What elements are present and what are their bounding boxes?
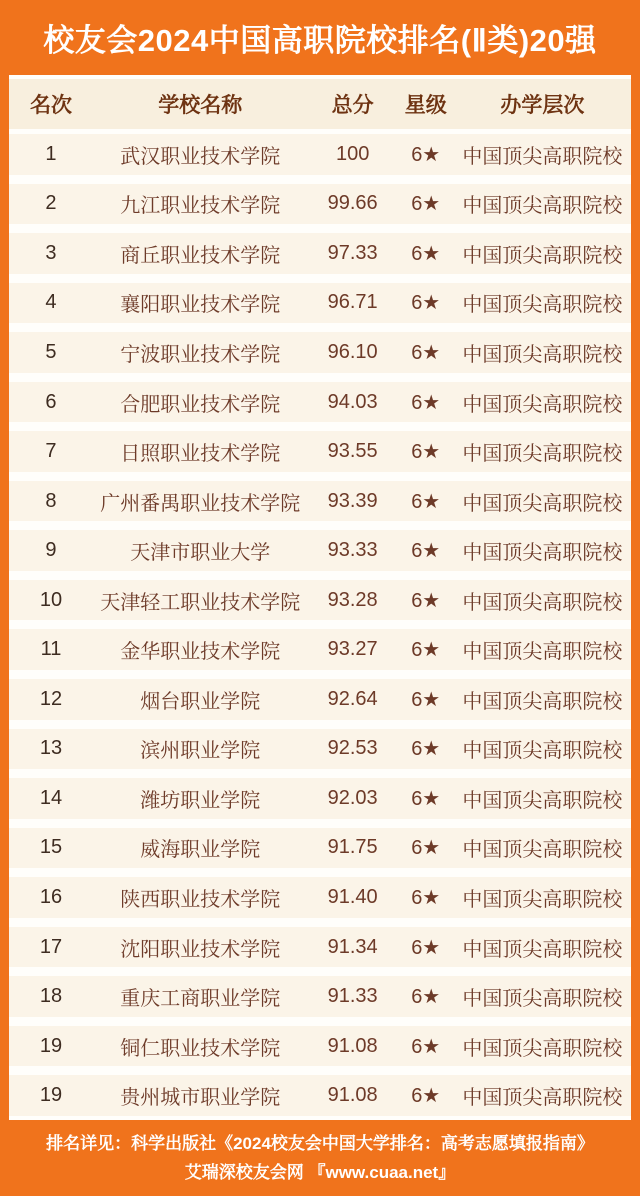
table-row	[9, 1021, 631, 1071]
cell-level: 中国顶尖高职院校	[462, 294, 623, 317]
table-row	[9, 724, 631, 774]
ranking-table	[9, 75, 631, 1120]
cell-star: 6★	[411, 738, 441, 761]
cell-score: 91.34	[327, 935, 378, 958]
cell-score: 97.33	[327, 241, 378, 264]
cell-star: 6★	[411, 787, 441, 810]
table-row	[9, 278, 631, 328]
cell-score: 91.40	[327, 885, 378, 908]
cell-level: 中国顶尖高职院校	[462, 542, 623, 565]
cell-score: 91.75	[327, 836, 378, 859]
cell-level: 中国顶尖高职院校	[462, 591, 623, 614]
cell-star: 6★	[411, 292, 441, 315]
cell-star: 6★	[411, 143, 441, 166]
table-row	[9, 228, 631, 278]
table-row	[9, 872, 631, 922]
table-row	[9, 773, 631, 823]
cell-score: 99.66	[327, 192, 378, 215]
cell-rank: 14	[39, 786, 63, 809]
cell-level: 中国顶尖高职院校	[462, 641, 623, 664]
table-row	[9, 476, 631, 526]
cell-level: 中国顶尖高职院校	[462, 393, 623, 416]
cell-star: 6★	[411, 242, 441, 265]
cell-star: 6★	[411, 639, 441, 662]
cell-school: 商丘职业技术学院	[120, 244, 281, 267]
cell-level: 中国顶尖高职院校	[462, 443, 623, 466]
column-header-score: 总分	[331, 94, 374, 117]
table-row	[9, 624, 631, 674]
cell-school: 金华职业技术学院	[120, 641, 281, 664]
cell-school: 铜仁职业技术学院	[120, 1037, 281, 1060]
cell-level: 中国顶尖高职院校	[462, 244, 623, 267]
cell-star: 6★	[411, 986, 441, 1009]
cell-star: 6★	[411, 391, 441, 414]
cell-star: 6★	[411, 886, 441, 909]
cell-score: 96.10	[327, 340, 378, 363]
cell-level: 中国顶尖高职院校	[462, 1037, 623, 1060]
cell-rank: 18	[39, 985, 63, 1008]
cell-score: 100	[335, 142, 370, 165]
cell-school: 贵州城市职业学院	[120, 1087, 281, 1110]
cell-school: 威海职业学院	[140, 839, 261, 862]
column-header-star: 星级	[404, 94, 447, 117]
footer-website-line: 艾瑞深校友会网 『www.cuaa.net』	[184, 1163, 456, 1182]
table-row	[9, 922, 631, 972]
cell-school: 陕西职业技术学院	[120, 888, 281, 911]
cell-score: 91.08	[327, 1084, 378, 1107]
cell-rank: 16	[39, 885, 63, 908]
cell-school: 天津市职业大学	[130, 542, 271, 565]
table-row	[9, 129, 631, 179]
cell-school: 重庆工商职业学院	[120, 988, 281, 1011]
cell-school: 天津轻工职业技术学院	[100, 591, 301, 614]
cell-rank: 8	[45, 489, 57, 512]
cell-school: 宁波职业技术学院	[120, 343, 281, 366]
table-row	[9, 525, 631, 575]
cell-level: 中国顶尖高职院校	[462, 492, 623, 515]
cell-level: 中国顶尖高职院校	[462, 938, 623, 961]
table-header-row	[9, 79, 631, 129]
cell-school: 沈阳职业技术学院	[120, 938, 281, 961]
cell-rank: 11	[40, 638, 62, 661]
cell-level: 中国顶尖高职院校	[462, 145, 623, 168]
cell-score: 96.71	[327, 291, 378, 314]
cell-school: 日照职业技术学院	[120, 443, 281, 466]
cell-level: 中国顶尖高职院校	[462, 789, 623, 812]
cell-score: 93.39	[327, 489, 378, 512]
cell-star: 6★	[411, 688, 441, 711]
cell-star: 6★	[411, 936, 441, 959]
table-row	[9, 971, 631, 1021]
cell-star: 6★	[411, 837, 441, 860]
cell-rank: 2	[45, 192, 57, 215]
cell-score: 92.64	[327, 687, 378, 710]
cell-level: 中国顶尖高职院校	[462, 195, 623, 218]
cell-school: 襄阳职业技术学院	[120, 294, 281, 317]
cell-school: 九江职业技术学院	[120, 195, 281, 218]
cell-level: 中国顶尖高职院校	[462, 343, 623, 366]
cell-rank: 1	[45, 142, 57, 165]
cell-score: 94.03	[327, 390, 378, 413]
cell-rank: 6	[45, 390, 57, 413]
cell-rank: 9	[45, 539, 57, 562]
cell-school: 武汉职业技术学院	[120, 145, 281, 168]
cell-score: 92.53	[327, 737, 378, 760]
cell-score: 92.03	[327, 786, 378, 809]
cell-rank: 15	[39, 836, 63, 859]
table-row	[9, 1070, 631, 1120]
cell-score: 93.33	[327, 539, 378, 562]
cell-score: 91.08	[327, 1034, 378, 1057]
cell-school: 滨州职业学院	[140, 740, 261, 763]
table-body	[9, 129, 631, 1120]
column-header-school: 学校名称	[158, 94, 243, 117]
cell-level: 中国顶尖高职院校	[462, 888, 623, 911]
column-header-level: 办学层次	[500, 94, 585, 117]
cell-level: 中国顶尖高职院校	[462, 839, 623, 862]
table-row	[9, 327, 631, 377]
footer	[0, 1120, 640, 1196]
cell-rank: 17	[39, 935, 63, 958]
table-row	[9, 377, 631, 427]
cell-star: 6★	[411, 589, 441, 612]
cell-star: 6★	[411, 490, 441, 513]
cell-rank: 5	[45, 340, 57, 363]
cell-school: 烟台职业学院	[140, 690, 261, 713]
cell-school: 合肥职业技术学院	[120, 393, 281, 416]
cell-rank: 19	[39, 1084, 63, 1107]
cell-score: 93.55	[327, 440, 378, 463]
column-header-rank: 名次	[29, 94, 72, 117]
cell-star: 6★	[411, 193, 441, 216]
cell-star: 6★	[411, 441, 441, 464]
cell-rank: 12	[39, 687, 63, 710]
table-row	[9, 426, 631, 476]
title-banner	[0, 0, 640, 75]
footer-source-line: 排名详见：科学出版社《2024校友会中国大学排名：高考志愿填报指南》	[46, 1134, 594, 1153]
cell-star: 6★	[411, 1085, 441, 1108]
cell-rank: 4	[45, 291, 57, 314]
cell-school: 广州番禺职业技术学院	[100, 492, 301, 515]
cell-score: 91.33	[327, 985, 378, 1008]
cell-rank: 10	[39, 588, 63, 611]
cell-rank: 13	[39, 737, 63, 760]
cell-rank: 7	[45, 440, 57, 463]
cell-rank: 3	[45, 241, 57, 264]
cell-school: 潍坊职业学院	[140, 789, 261, 812]
cell-score: 93.27	[327, 638, 378, 661]
cell-rank: 19	[39, 1034, 63, 1057]
table-row	[9, 179, 631, 229]
table-row	[9, 674, 631, 724]
cell-star: 6★	[411, 1035, 441, 1058]
cell-level: 中国顶尖高职院校	[462, 740, 623, 763]
table-row	[9, 823, 631, 873]
cell-level: 中国顶尖高职院校	[462, 988, 623, 1011]
cell-star: 6★	[411, 341, 441, 364]
cell-score: 93.28	[327, 588, 378, 611]
page-title: 校友会2024中国高职院校排名(Ⅱ类)20强	[43, 23, 597, 58]
cell-level: 中国顶尖高职院校	[462, 690, 623, 713]
cell-level: 中国顶尖高职院校	[462, 1087, 623, 1110]
table-row	[9, 575, 631, 625]
cell-star: 6★	[411, 540, 441, 563]
